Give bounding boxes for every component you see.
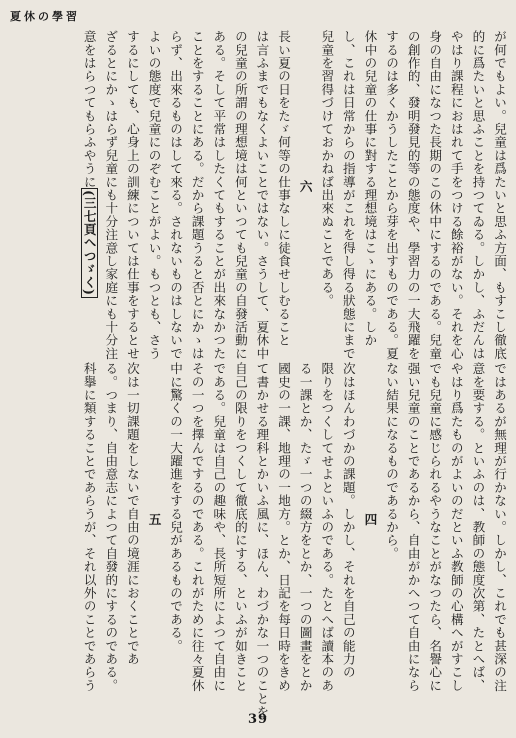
paragraph: ある。そして平常はしたくてもすることが出來なかつた bbox=[211, 30, 227, 360]
paragraph: ことをすることにある。だから課題うると否とにかゝは bbox=[189, 30, 205, 360]
paragraph: し、これは日常からの指導がこれを得し得る狀態にまで bbox=[340, 30, 356, 360]
paragraph: らず、出來るものはして來る。されないものはしないで bbox=[168, 30, 184, 360]
paragraph-with-continuation bbox=[78, 30, 100, 344]
paragraph: 次はほんわづかの課題。しかし、それを自己の能力の bbox=[340, 362, 356, 679]
paragraph: 意を要する。といふのは、教師の態度次第、たとへば、 bbox=[470, 362, 486, 692]
paragraph: である。兒童は自己の趣味や、長所短所によつて自由に bbox=[211, 362, 227, 692]
paragraph: でも兒童に感じられるやうなことがなつたら、名譽心に bbox=[427, 362, 443, 692]
paragraph: の創作的、發明發見的等の態度や、學習力の一大飛躍を bbox=[405, 30, 421, 360]
paragraph: 兒童を習得づけておかねば出來ぬことである。 bbox=[319, 30, 335, 308]
paragraph: その一つを擇んでするのである。これがために往々夏休 bbox=[189, 362, 205, 692]
paragraph: 的に爲たいと思ふことを持つてゐる。しかし、ふだんは bbox=[470, 30, 486, 360]
paragraph: て書かせる理科とかいふ風に、ほん、わづかな一つのことを bbox=[254, 362, 270, 719]
paragraph: は言ふまでもなくよいことではない。さうして、夏休中 bbox=[254, 30, 270, 360]
upper-text-block bbox=[78, 30, 510, 360]
page-number: 39 bbox=[247, 712, 269, 727]
paragraph: 次は一切課題をしないで自由の境涯におくことであ bbox=[124, 362, 140, 666]
section-heading-5: 五 bbox=[146, 513, 162, 527]
paragraph: 科擧に類することであらうが、それ以外のことであらう bbox=[81, 362, 97, 692]
paragraph: 中に驚くの一大躍進をする兒があるものである。 bbox=[168, 362, 184, 653]
running-head: 夏休の學習 bbox=[10, 10, 80, 23]
paragraph: が何でもよい。兒童は爲たいと思ふ方面、もすこし徹底 bbox=[492, 30, 507, 360]
paragraph-text: 意をはらつてもらふやうに bbox=[81, 30, 97, 189]
paragraph: 限りをつくしてせよといふのである。たとへば讀本のあ bbox=[319, 362, 335, 692]
paragraph: 身の自由になつた長期のこの休中にするのである。兒童 bbox=[427, 30, 443, 360]
paragraph: 國史の一課、地理の一地方。とか、日記を每日時をきめ bbox=[276, 362, 292, 692]
paragraph: よいの態度で兒童にのぞむことがよい。もつとも、さう bbox=[146, 30, 162, 360]
paragraph: 長い夏の日をたゞ何等の仕事なしに徒食せしむること bbox=[276, 30, 292, 347]
lower-text-block bbox=[78, 362, 510, 719]
continuation-label: (三七頁へつゞく) bbox=[81, 190, 97, 296]
paragraph: 休中の兒童の仕事に對する理想境はこゝにある。しか bbox=[362, 30, 378, 347]
paragraph: る一課とか、たゞ一つの綴方をとか、一つの圖畫をとか bbox=[297, 362, 313, 692]
paragraph: ではあるが無理が行かない。しかし、これでも甚深の注 bbox=[492, 362, 507, 692]
paragraph: ざるとにかゝはらず兒童にも十分注意し家庭にも十分注 bbox=[103, 30, 119, 360]
paragraph: る。つまり、自由意志によつて自發的にするのである。 bbox=[103, 362, 119, 692]
section-heading-4: 四 bbox=[362, 513, 378, 527]
paragraph: 强い兒童のことであるから、自由がかへつて自由になら bbox=[405, 362, 421, 692]
paragraph: するにしても、心身上の訓練については仕事をするとせ bbox=[124, 30, 140, 360]
section-heading-6: 六 bbox=[297, 180, 313, 194]
paragraph: ない結果になるものであるから。 bbox=[384, 362, 400, 560]
paragraph: するのは多くかうしたことから芽を出すものである。夏 bbox=[384, 30, 400, 360]
paragraph: の兒童の所謂の理想境は何といつても兒童の自發活動に bbox=[232, 30, 248, 360]
paragraph: 自己の限りをつくして徹底的にする、といふが如きこと bbox=[232, 362, 248, 692]
paragraph: やはり課程におはれて手をつける餘裕がない。それを心 bbox=[448, 30, 464, 360]
paragraph: やはり爲たものがよいのだといふ教師の心構へがすこし bbox=[448, 362, 464, 692]
